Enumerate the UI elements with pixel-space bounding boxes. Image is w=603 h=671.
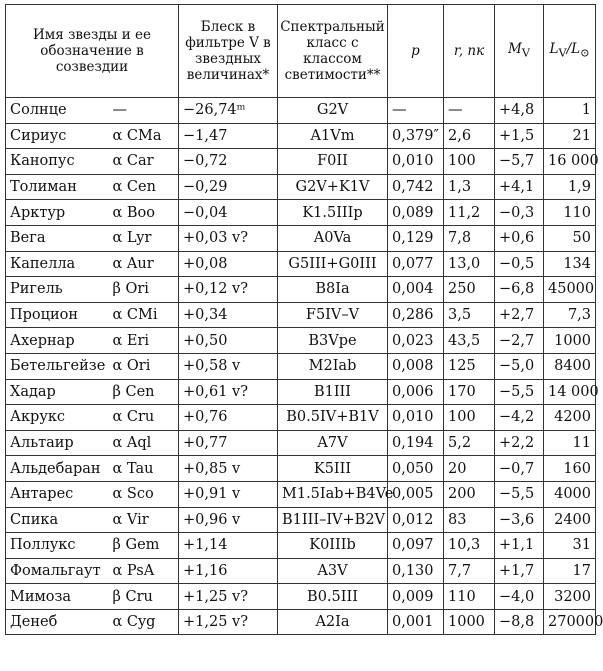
cell-abs-magnitude: +1,7	[495, 558, 544, 584]
cell-parallax: 0,010	[388, 405, 444, 431]
cell-parallax: 0,008	[388, 353, 444, 379]
cell-abs-magnitude: −5,5	[495, 379, 544, 405]
cell-name: Бетельгейзе	[6, 353, 109, 379]
cell-magnitude: +0,96 v	[179, 507, 278, 533]
cell-luminosity: 134	[544, 251, 596, 277]
cell-name: Капелла	[6, 251, 109, 277]
table-row	[6, 405, 596, 431]
cell-designation: β Cru	[109, 584, 179, 610]
header-abs-magnitude	[495, 5, 544, 98]
cell-designation: α Cen	[109, 174, 179, 200]
cell-luminosity: 50	[544, 225, 596, 251]
header-lum-sun: ⊙	[580, 46, 590, 60]
cell-distance: —	[444, 98, 495, 124]
cell-designation: β Cen	[109, 379, 179, 405]
cell-spectral-class: A7V	[278, 430, 388, 456]
cell-luminosity: 21	[544, 123, 596, 149]
cell-designation: α Cyg	[109, 609, 179, 635]
header-spectral-class: Спектральный класс с классом светимости**	[278, 5, 388, 98]
cell-luminosity: 8400	[544, 353, 596, 379]
cell-parallax: —	[388, 98, 444, 124]
cell-distance: 170	[444, 379, 495, 405]
cell-parallax: 0,089	[388, 200, 444, 226]
cell-designation: α Ori	[109, 353, 179, 379]
cell-spectral-class: K0IIIb	[278, 533, 388, 559]
cell-magnitude: +0,76	[179, 405, 278, 431]
cell-magnitude: −0,04	[179, 200, 278, 226]
cell-designation: α Lyr	[109, 225, 179, 251]
cell-magnitude: +0,91 v	[179, 481, 278, 507]
cell-distance: 250	[444, 277, 495, 303]
cell-parallax: 0,129	[388, 225, 444, 251]
cell-abs-magnitude: −3,6	[495, 507, 544, 533]
cell-distance: 1000	[444, 609, 495, 635]
table-row	[6, 609, 596, 635]
cell-abs-magnitude: −4,0	[495, 584, 544, 610]
cell-designation: α Sco	[109, 481, 179, 507]
table-row	[6, 98, 596, 124]
header-lum-sub: V	[558, 46, 567, 60]
cell-name: Акрукс	[6, 405, 109, 431]
table-row	[6, 430, 596, 456]
cell-spectral-class: K1.5IIIp	[278, 200, 388, 226]
table-row	[6, 277, 596, 303]
cell-designation: α Car	[109, 149, 179, 175]
cell-designation: —	[109, 98, 179, 124]
header-magnitude: Блеск в фильтре V в звездных величинах*	[179, 5, 278, 98]
cell-luminosity: 14 000	[544, 379, 596, 405]
cell-spectral-class: F0II	[278, 149, 388, 175]
cell-abs-magnitude: +2,7	[495, 302, 544, 328]
cell-magnitude: +0,50	[179, 328, 278, 354]
cell-abs-magnitude: +0,6	[495, 225, 544, 251]
cell-abs-magnitude: −0,5	[495, 251, 544, 277]
cell-abs-magnitude: −5,5	[495, 481, 544, 507]
cell-name: Ригель	[6, 277, 109, 303]
cell-distance: 20	[444, 456, 495, 482]
cell-luminosity: 31	[544, 533, 596, 559]
cell-luminosity: 160	[544, 456, 596, 482]
cell-designation: α Vir	[109, 507, 179, 533]
cell-spectral-class: B0.5IV+B1V	[278, 405, 388, 431]
cell-distance: 7,7	[444, 558, 495, 584]
table-row	[6, 353, 596, 379]
cell-designation: α Aql	[109, 430, 179, 456]
cell-parallax: 0,379″	[388, 123, 444, 149]
brightest-stars-table	[5, 4, 603, 635]
cell-magnitude: +0,03 v?	[179, 225, 278, 251]
cell-name: Арктур	[6, 200, 109, 226]
cell-parallax: 0,097	[388, 533, 444, 559]
cell-designation: α PsA	[109, 558, 179, 584]
cell-name: Канопус	[6, 149, 109, 175]
cell-distance: 83	[444, 507, 495, 533]
header-mv-base: M	[508, 40, 522, 57]
cell-abs-magnitude: +4,8	[495, 98, 544, 124]
cell-luminosity: 2400	[544, 507, 596, 533]
cell-name: Процион	[6, 302, 109, 328]
cell-luminosity: 1000	[544, 328, 596, 354]
cell-luminosity: 16 000	[544, 149, 596, 175]
cell-name: Толиман	[6, 174, 109, 200]
cell-spectral-class: F5IV–V	[278, 302, 388, 328]
header-lum-den: /L	[566, 40, 581, 57]
cell-distance: 10,3	[444, 533, 495, 559]
cell-name: Вега	[6, 225, 109, 251]
cell-abs-magnitude: +1,1	[495, 533, 544, 559]
cell-abs-magnitude: −5,0	[495, 353, 544, 379]
table-row	[6, 225, 596, 251]
cell-abs-magnitude: −4,2	[495, 405, 544, 431]
cell-spectral-class: M1.5Iab+B4Ve	[278, 481, 388, 507]
header-lum-base: L	[549, 40, 559, 57]
cell-distance: 1,3	[444, 174, 495, 200]
cell-spectral-class: G2V+K1V	[278, 174, 388, 200]
cell-distance: 110	[444, 584, 495, 610]
cell-name: Мимоза	[6, 584, 109, 610]
cell-parallax: 0,130	[388, 558, 444, 584]
cell-spectral-class: B8Ia	[278, 277, 388, 303]
cell-luminosity: 11	[544, 430, 596, 456]
cell-name: Альдебаран	[6, 456, 109, 482]
table-row	[6, 251, 596, 277]
cell-name: Антарес	[6, 481, 109, 507]
cell-distance: 13,0	[444, 251, 495, 277]
cell-spectral-class: K5III	[278, 456, 388, 482]
cell-name: Поллукс	[6, 533, 109, 559]
cell-spectral-class: G5III+G0III	[278, 251, 388, 277]
table-wrapper	[5, 4, 603, 635]
cell-parallax: 0,742	[388, 174, 444, 200]
cell-distance: 11,2	[444, 200, 495, 226]
cell-distance: 2,6	[444, 123, 495, 149]
cell-luminosity: 3200	[544, 584, 596, 610]
cell-abs-magnitude: +1,5	[495, 123, 544, 149]
cell-parallax: 0,005	[388, 481, 444, 507]
cell-name: Денеб	[6, 609, 109, 635]
cell-magnitude: +1,25 v?	[179, 584, 278, 610]
cell-designation: α Boo	[109, 200, 179, 226]
table-row	[6, 123, 596, 149]
table-row	[6, 456, 596, 482]
cell-distance: 3,5	[444, 302, 495, 328]
cell-abs-magnitude: −2,7	[495, 328, 544, 354]
cell-luminosity: 4000	[544, 481, 596, 507]
cell-distance: 100	[444, 405, 495, 431]
cell-abs-magnitude: −0,3	[495, 200, 544, 226]
table-row	[6, 200, 596, 226]
cell-designation: α Cru	[109, 405, 179, 431]
cell-name: Сириус	[6, 123, 109, 149]
cell-distance: 43,5	[444, 328, 495, 354]
cell-distance: 200	[444, 481, 495, 507]
cell-parallax: 0,001	[388, 609, 444, 635]
cell-magnitude: +0,34	[179, 302, 278, 328]
cell-spectral-class: B3Vpe	[278, 328, 388, 354]
cell-abs-magnitude: −0,7	[495, 456, 544, 482]
cell-abs-magnitude: −5,7	[495, 149, 544, 175]
cell-parallax: 0,286	[388, 302, 444, 328]
table-row	[6, 584, 596, 610]
cell-abs-magnitude: +2,2	[495, 430, 544, 456]
cell-designation: α CMi	[109, 302, 179, 328]
cell-spectral-class: M2Iab	[278, 353, 388, 379]
cell-designation: β Ori	[109, 277, 179, 303]
table-row	[6, 533, 596, 559]
cell-magnitude: −26,74ᵐ	[179, 98, 278, 124]
header-name: Имя звезды и ее обозначение в созвездии	[6, 5, 179, 98]
cell-spectral-class: A0Va	[278, 225, 388, 251]
cell-abs-magnitude: +4,1	[495, 174, 544, 200]
cell-name: Ахернар	[6, 328, 109, 354]
cell-name: Фомальгаут	[6, 558, 109, 584]
cell-distance: 100	[444, 149, 495, 175]
cell-parallax: 0,077	[388, 251, 444, 277]
cell-magnitude: +1,25 v?	[179, 609, 278, 635]
cell-designation: α CMa	[109, 123, 179, 149]
cell-distance: 5,2	[444, 430, 495, 456]
header-luminosity	[544, 5, 596, 98]
cell-magnitude: +0,61 v?	[179, 379, 278, 405]
cell-abs-magnitude: −8,8	[495, 609, 544, 635]
cell-magnitude: +0,85 v	[179, 456, 278, 482]
cell-luminosity: 1	[544, 98, 596, 124]
cell-magnitude: +0,08	[179, 251, 278, 277]
cell-luminosity: 110	[544, 200, 596, 226]
cell-magnitude: −0,72	[179, 149, 278, 175]
cell-magnitude: +0,12 v?	[179, 277, 278, 303]
table-row	[6, 149, 596, 175]
table-row	[6, 481, 596, 507]
cell-luminosity: 270000	[544, 609, 596, 635]
cell-magnitude: +0,77	[179, 430, 278, 456]
cell-magnitude: −1,47	[179, 123, 278, 149]
cell-luminosity: 1,9	[544, 174, 596, 200]
table-row	[6, 507, 596, 533]
cell-designation: α Aur	[109, 251, 179, 277]
cell-parallax: 0,010	[388, 149, 444, 175]
table-row	[6, 174, 596, 200]
header-mv-sub: V	[521, 46, 530, 60]
cell-distance: 125	[444, 353, 495, 379]
cell-parallax: 0,050	[388, 456, 444, 482]
table-row	[6, 328, 596, 354]
header-row	[6, 5, 596, 98]
cell-parallax: 0,023	[388, 328, 444, 354]
cell-name: Солнце	[6, 98, 109, 124]
cell-luminosity: 7,3	[544, 302, 596, 328]
cell-name: Спика	[6, 507, 109, 533]
cell-name: Хадар	[6, 379, 109, 405]
table-row	[6, 379, 596, 405]
table-body	[6, 98, 603, 635]
cell-spectral-class: A2Ia	[278, 609, 388, 635]
cell-magnitude: −0,29	[179, 174, 278, 200]
table-row	[6, 302, 596, 328]
cell-abs-magnitude: −6,8	[495, 277, 544, 303]
cell-magnitude: +1,16	[179, 558, 278, 584]
header-distance	[444, 5, 495, 98]
cell-spectral-class: A1Vm	[278, 123, 388, 149]
cell-luminosity: 17	[544, 558, 596, 584]
cell-luminosity: 45000	[544, 277, 596, 303]
header-distance-label: r, пк	[453, 43, 485, 59]
cell-spectral-class: B1III–IV+B2V	[278, 507, 388, 533]
cell-name: Альтаир	[6, 430, 109, 456]
cell-parallax: 0,006	[388, 379, 444, 405]
cell-spectral-class: G2V	[278, 98, 388, 124]
header-parallax: p	[388, 5, 444, 98]
cell-parallax: 0,004	[388, 277, 444, 303]
cell-spectral-class: A3V	[278, 558, 388, 584]
cell-spectral-class: B1III	[278, 379, 388, 405]
cell-parallax: 0,009	[388, 584, 444, 610]
cell-parallax: 0,194	[388, 430, 444, 456]
cell-designation: α Tau	[109, 456, 179, 482]
cell-distance: 7,8	[444, 225, 495, 251]
cell-spectral-class: B0.5III	[278, 584, 388, 610]
cell-parallax: 0,012	[388, 507, 444, 533]
cell-designation: β Gem	[109, 533, 179, 559]
cell-magnitude: +1,14	[179, 533, 278, 559]
cell-magnitude: +0,58 v	[179, 353, 278, 379]
cell-luminosity: 4200	[544, 405, 596, 431]
table-row	[6, 558, 596, 584]
cell-designation: α Eri	[109, 328, 179, 354]
